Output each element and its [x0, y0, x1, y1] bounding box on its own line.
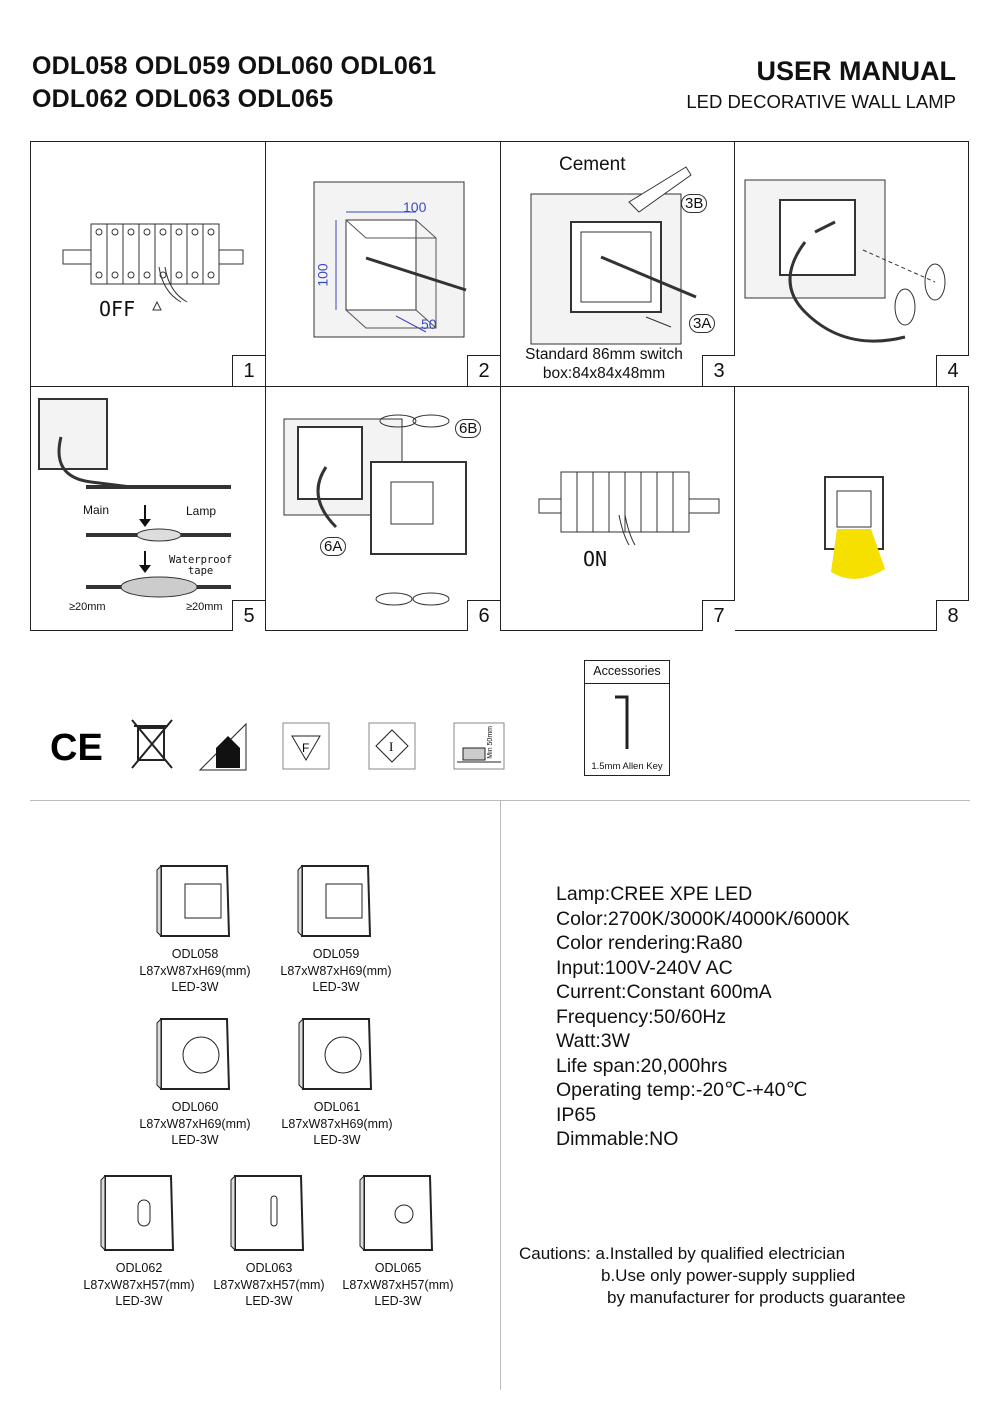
spec-lamp: Lamp:CREE XPE LED: [556, 883, 753, 905]
square-panel-icon: [155, 862, 235, 940]
step-7-panel: [501, 387, 735, 631]
spec-frequency: Frequency:50/60Hz: [556, 1005, 727, 1028]
step-number: 2: [467, 355, 500, 386]
product-odl058: ODL058 L87xW87xH69(mm) LED-3W: [125, 862, 265, 996]
document-subtitle: LED DECORATIVE WALL LAMP: [686, 91, 956, 112]
round-panel-icon: [155, 1015, 235, 1093]
step-1-panel: [31, 142, 265, 386]
depth-dimension: 50: [421, 316, 437, 332]
step-number: 8: [936, 600, 969, 631]
product-odl062: ODL062 L87xW87xH57(mm) LED-3W: [69, 1172, 209, 1310]
cautions-block: [519, 1243, 906, 1309]
spec-dimmable: Dimmable:NO: [556, 1128, 679, 1150]
product-odl065: ODL065 L87xW87xH57(mm) LED-3W: [328, 1172, 468, 1310]
step-number: 1: [232, 355, 265, 386]
class-ii-house-icon: [198, 722, 246, 770]
product-odl059: ODL059 L87xW87xH69(mm) LED-3W: [266, 862, 406, 996]
spec-color-rendering: Color rendering:Ra80: [556, 932, 743, 954]
weee-bin-icon: [128, 716, 176, 764]
accessories-box: [584, 660, 670, 776]
document-title: USER MANUAL: [756, 56, 956, 86]
main-wire-label: Main: [83, 503, 110, 517]
product-odl060: ODL060 L87xW87xH69(mm) LED-3W: [125, 1015, 265, 1149]
line-slot-panel-icon: [229, 1172, 309, 1254]
cement-callout: Cement: [559, 154, 626, 175]
spec-ip-rating: IP65: [556, 1103, 597, 1126]
width-dimension: 100: [403, 199, 427, 215]
switch-box-caption: Standard 86mm switch box:84x84x48mm: [525, 346, 683, 382]
gap-left-label: ≥20mm: [69, 601, 106, 613]
tag-3a: 3A: [689, 314, 715, 333]
square-panel-icon: [296, 862, 376, 940]
step-number: 5: [232, 600, 265, 631]
round-panel-icon: [297, 1015, 377, 1093]
breaker-off-illustration: [31, 142, 265, 386]
tag-3b: 3B: [681, 194, 707, 213]
small-round-panel-icon: [358, 1172, 438, 1254]
spec-operating-temp: Operating temp:-20℃-+40℃: [556, 1079, 808, 1101]
spec-current: Current:Constant 600mA: [556, 981, 772, 1003]
f-mark-icon: [282, 722, 330, 770]
gap-right-label: ≥20mm: [186, 601, 223, 613]
lamp-wire-label: Lamp: [186, 504, 217, 518]
step-3-panel: [501, 142, 735, 386]
waterproof-tape-label: Waterproof tape: [169, 554, 233, 577]
svg-text:F: F: [302, 741, 310, 755]
model-line-1: ODL058 ODL059 ODL060 ODL061: [32, 52, 437, 80]
spec-color: Color:2700K/3000K/4000K/6000K: [556, 907, 850, 930]
step-number: 3: [702, 355, 735, 386]
accessories-title: Accessories: [585, 661, 669, 684]
allen-key-label: 1.5mm Allen Key: [591, 761, 663, 772]
step-number: 6: [467, 600, 500, 631]
tag-6b: 6B: [455, 419, 481, 438]
on-label: ON: [583, 547, 608, 571]
caution-line-1: Cautions: a.Installed by qualified electrician: [519, 1244, 846, 1263]
i-mark-icon: [368, 722, 416, 770]
svg-text:CE: CE: [50, 727, 103, 769]
installation-steps-grid: [30, 141, 969, 631]
spec-life-span: Life span:20,000hrs: [556, 1054, 728, 1077]
tag-6a: 6A: [320, 537, 346, 556]
product-odl061: ODL061 L87xW87xH69(mm) LED-3W: [267, 1015, 407, 1149]
caution-line-3: by manufacturer for products guarantee: [607, 1288, 906, 1307]
step-4-panel: [735, 142, 969, 386]
oval-slot-panel-icon: [99, 1172, 179, 1254]
ce-mark-icon: [48, 722, 103, 770]
lamp-lit-illustration: [735, 387, 969, 631]
min-50mm-icon: [453, 722, 505, 770]
step-8-panel: [735, 387, 969, 631]
step-number: 4: [936, 355, 969, 386]
caution-line-2: b.Use only power-supply supplied: [601, 1266, 856, 1285]
model-list: [32, 50, 436, 116]
wall-cutout-illustration: [266, 142, 500, 386]
product-odl063: ODL063 L87xW87xH57(mm) LED-3W: [199, 1172, 339, 1310]
cable-through-box-illustration: [735, 142, 969, 386]
step-number: 7: [702, 600, 735, 631]
specifications-list: [556, 882, 850, 1152]
column-divider: [500, 800, 501, 1390]
allen-key-icon: [605, 695, 645, 755]
step-2-panel: [266, 142, 500, 386]
wire-connection-illustration: [31, 387, 265, 631]
model-line-2: ODL062 ODL063 ODL065: [32, 85, 334, 113]
svg-text:I: I: [389, 739, 394, 754]
spec-watt: Watt:3W: [556, 1030, 631, 1052]
step-5-panel: [31, 387, 265, 631]
off-label: OFF: [99, 297, 136, 321]
min-distance-label: Min 50mm: [487, 726, 494, 759]
breaker-on-illustration: [501, 387, 735, 631]
step-6-panel: [266, 387, 500, 631]
height-dimension: 100: [314, 263, 331, 287]
spec-input: Input:100V-240V AC: [556, 956, 733, 979]
